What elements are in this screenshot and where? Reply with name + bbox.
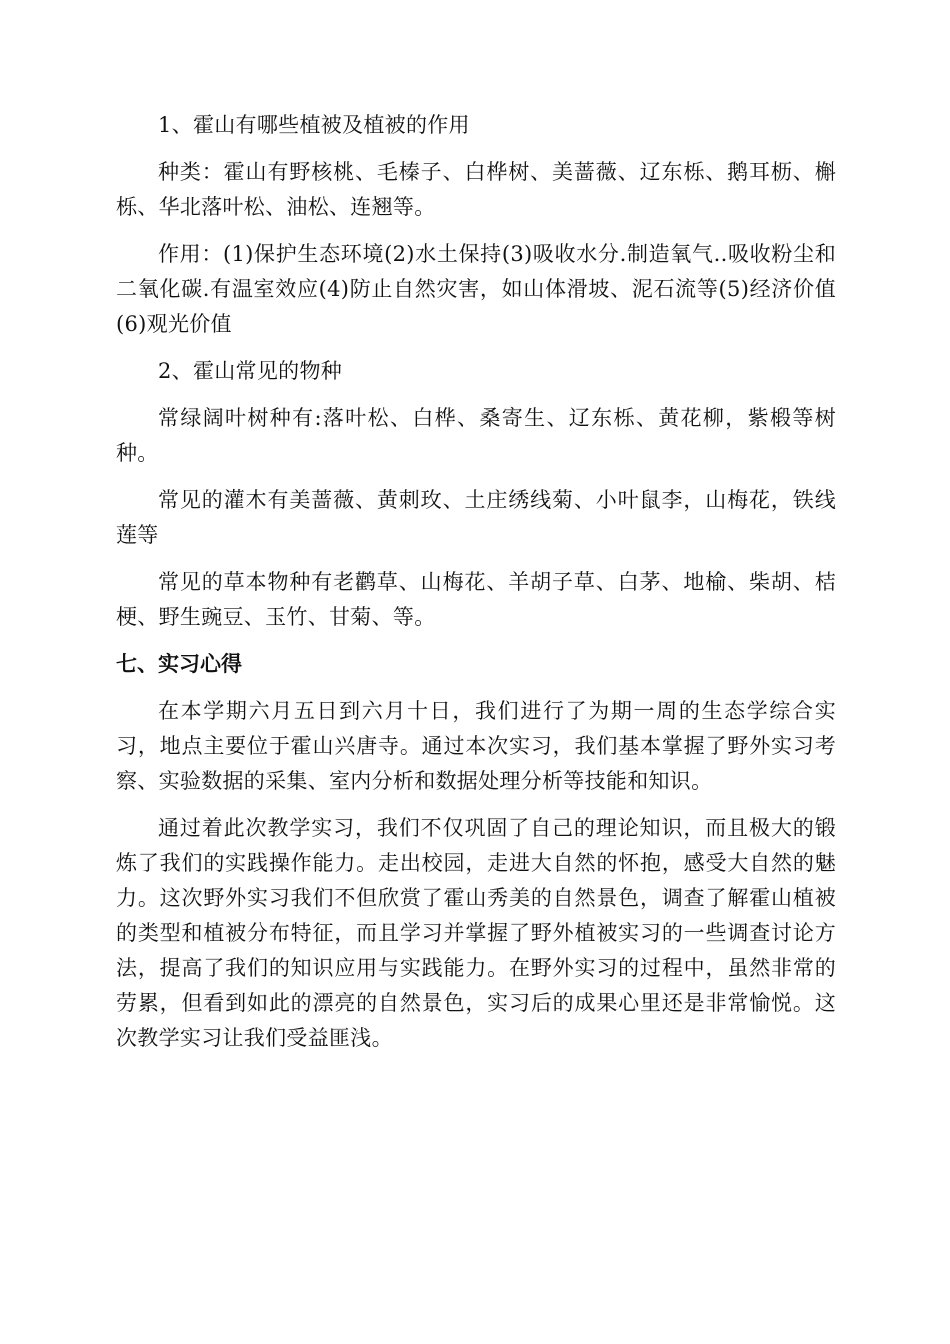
- paragraph-vegetation-functions: 作用：(1)保护生态环境(2)水土保持(3)吸收水分.制造氧气..吸收粉尘和二氧化碳.有温室效应(4)防止自然灾害，如山体滑坡、泥石流等(5)经济价值(6)观光价值: [116, 242, 836, 336]
- section-heading-reflections: 七、实习心得: [116, 652, 242, 676]
- paragraph-reflection-1: 在本学期六月五日到六月十日，我们进行了为期一周的生态学综合实习，地点主要位于霍山兴唐寺。通过本次实习，我们基本掌握了野外实习考察、实验数据的采集、室内分析和数据处理分析等技能和知识。: [116, 699, 836, 793]
- paragraph-herbs: 常见的草本物种有老鹳草、山梅花、羊胡子草、白茅、地榆、柴胡、桔梗、野生豌豆、玉竹、甘菊、等。: [116, 570, 836, 629]
- subheading-vegetation: 1、霍山有哪些植被及植被的作用: [158, 113, 470, 137]
- paragraph-trees: 常绿阔叶树种有:落叶松、白桦、桑寄生、辽东栎、黄花柳，紫椴等树种。: [116, 406, 836, 465]
- paragraph-vegetation-types: 种类：霍山有野核桃、毛榛子、白桦树、美蔷薇、辽东栎、鹅耳枥、槲栎、华北落叶松、油松、连翘等。: [116, 160, 836, 219]
- subheading-common-species: 2、霍山常见的物种: [158, 359, 343, 383]
- paragraph-shrubs: 常见的灌木有美蔷薇、黄刺玫、土庄绣线菊、小叶鼠李，山梅花，铁线莲等: [116, 488, 836, 547]
- document-body: [116, 108, 836, 1068]
- paragraph-reflection-2: 通过着此次教学实习，我们不仅巩固了自己的理论知识，而且极大的锻炼了我们的实践操作能力。走出校园，走进大自然的怀抱，感受大自然的魅力。这次野外实习我们不但欣赏了霍山秀美的自然景色，调查了解霍山植被的类型和植被分布特征，而且学习并掌握了野外植被实习的一些调查讨论方法，提高了我们的知识应用与实践能力。在野外实习的过程中，虽然非常的劳累，但看到如此的漂亮的自然景色，实习后的成果心里还是非常愉悦。这次教学实习让我们受益匪浅。: [116, 816, 836, 1050]
